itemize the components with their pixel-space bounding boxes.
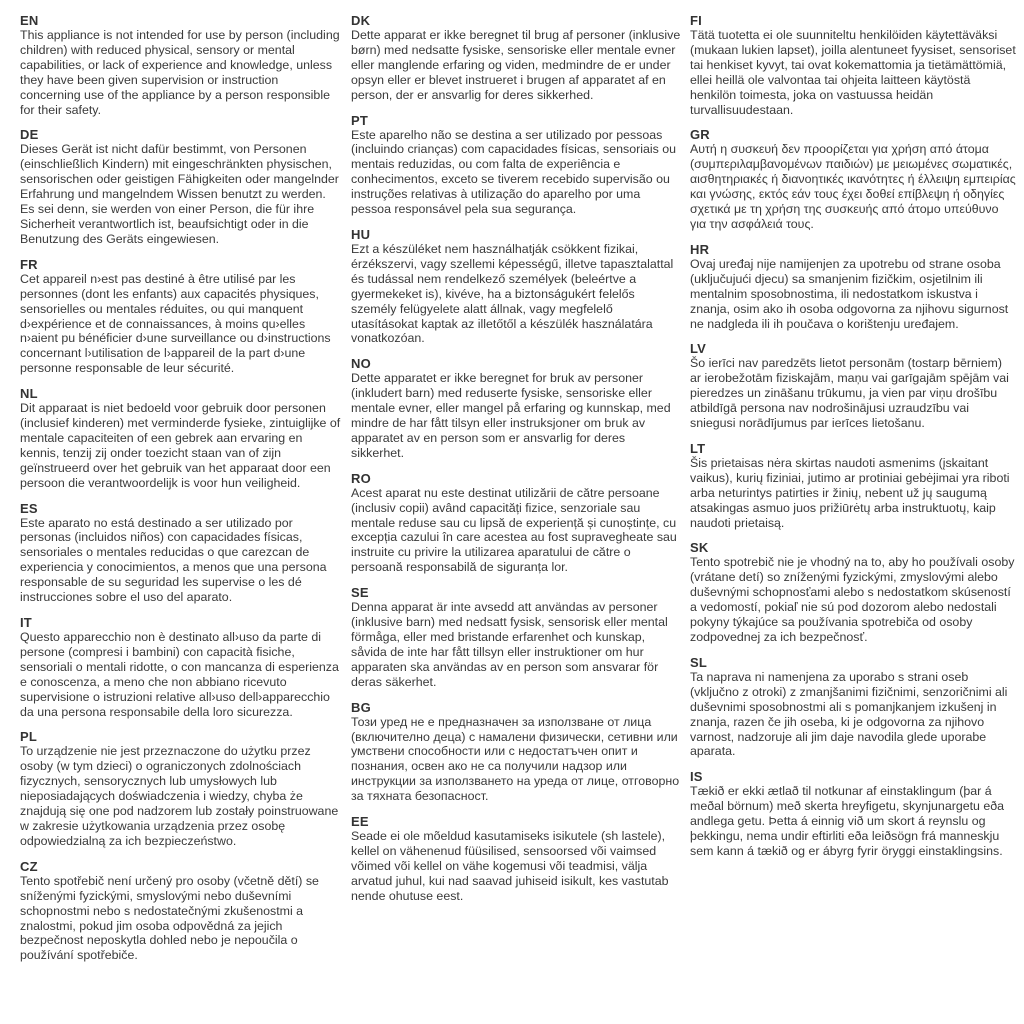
column-2 (351, 13, 681, 1018)
language-code-hr: HR (690, 241, 710, 257)
section-ee (351, 814, 681, 904)
safety-text-sl: Ta naprava ni namenjena za uporabo s strani oseb (vključno z otroki) z zmanjšanimi fizičnimi, senzoričnimi ali duševnimi sposobnostmi ali s pomanjkanjem izkušenj in znanja, razen če jih oseba, ki je odgovorna za njihovo varnost, nadzoruje ali jim daje navodila glede uporabe aparata. (690, 669, 1008, 759)
language-code-lv: LV (690, 341, 707, 357)
column-3 (690, 13, 1016, 1018)
safety-text-cz: Tento spotřebič není určený pro osoby (včetně dětí) se sníženými fyzickými, smyslovými nebo duševními schopnostmi nebo s nedostatečnými zkušenostmi a znalostmi, pokud jim osoba odpovědná za jejich bezpečnost neposkytla dohled nebo je nepoučila o používání spotřebiče. (20, 873, 319, 963)
section-hr (690, 242, 1016, 332)
section-is (690, 769, 1016, 859)
language-code-pl: PL (20, 729, 38, 745)
section-dk (351, 13, 681, 103)
column-1 (20, 13, 342, 1018)
language-code-en: EN (20, 13, 39, 28)
safety-text-dk: Dette apparat er ikke beregnet til brug af personer (inklusive børn) med nedsatte fysiske, sensoriske eller mentale evner eller manglende erfaring og viden, medmindre de er under opsyn eller er blevet instrueret i brugen af apparatet af en person, der er ansvarlig for deres sikkerhed. (351, 28, 681, 102)
language-code-no: NO (351, 356, 371, 372)
safety-text-se: Denna apparat är inte avsedd att användas av personer (inklusive barn) med nedsatt fysisk, sensorisk eller mental förmåga, eller med bristande erfarenhet och kunskap, såvida de inte har fått tillsyn eller instruktioner om hur apparaten ska användas av en person som ansvarar för deras säkerhet. (351, 600, 668, 689)
section-nl (20, 386, 342, 490)
section-fr (20, 257, 342, 376)
section-en (20, 13, 342, 117)
safety-text-lt: Šis prietaisas nėra skirtas naudoti asmenims (įskaitant vaikus), kurių fiziniai, jutimo ar protiniai gebėjimai yra riboti arba neturintys patirties ir žinių, nebent už jų saugumą atsakingas asmuo juos prižiūrėtų arba instruktuotų, kaip naudoti prietaisą. (690, 455, 1010, 530)
section-pl (20, 729, 342, 848)
safety-text-nl: Dit apparaat is niet bedoeld voor gebruik door personen (inclusief kinderen) met verminderde fysieke, zintuiglijke of mentale capaciteiten of een gebrek aan ervaring en kennis, tenzij zij onder toezicht staan van of zijn geïnstrueerd over het gebruik van het apparaat door een persoon die verantwoordelijk is voor hun veiligheid. (20, 401, 341, 490)
language-code-dk: DK (351, 13, 371, 28)
safety-text-it: Questo apparecchio non è destinato all›uso da parte di persone (compresi i bambini) con capacità fisiche, sensoriali o mentali ridotte, o con mancanza di esperienza e conoscenza, a meno che non abbiano ricevuto supervisione o istruzioni relative all›uso dell›apparecchio da una persona responsabile della loro sicurezza. (20, 630, 339, 719)
safety-text-de: Dieses Gerät ist nicht dafür bestimmt, von Personen (einschließlich Kindern) mit eingeschränkten physischen, sensorischen oder geistigen Fähigkeiten oder mangelnder Erfahrung und mangelndem Wissen benutzt zu werden. Es sei denn, sie werden von einer Person, die für ihre Sicherheit verantwortlich ist, beaufsichtigt oder in die Benutzung des Geräts eingewiesen. (20, 142, 339, 246)
safety-text-fi: Tätä tuotetta ei ole suunniteltu henkilöiden käytettäväksi (mukaan lukien lapset), joilla alentuneet fyysiset, sensoriset tai henkiset kyvyt, tai ovat kokemattomia ja tietämättömiä, ellei heillä ole valvontaa tai ohjeita laitteen käytöstä henkilön toimesta, joka on vastuussa heidän turvallisuudestaan. (690, 28, 1016, 117)
section-de (20, 127, 342, 246)
language-code-is: IS (690, 769, 703, 785)
language-code-fr: FR (20, 256, 38, 272)
safety-text-is: Tækið er ekki ætlað til notkunar af einstaklingum (þar á meðal börnum) með skerta hreyfigetu, skynjunargetu eða andlega getu. Þetta á einnig við um skort á reynslu og þekkingu, nema undir eftirliti eða leiðsögn frá manneskju sem kann á tækið og er ábyrg fyrir öryggi einstaklingsins. (690, 784, 1005, 858)
language-code-cz: CZ (20, 858, 38, 874)
safety-text-ee: Seade ei ole mõeldud kasutamiseks isikutele (sh lastele), kellel on vähenenud füüsilised, sensoorsed või vaimsed võimed või kellel on vähe kogemusi või teadmisi, välja arvatud juhul, kui nad saavad juhiseid isikult, kes vastutab nende ohutuse eest. (351, 829, 669, 903)
section-it (20, 615, 342, 719)
language-code-sl: SL (690, 654, 708, 670)
safety-text-en: This appliance is not intended for use by person (including children) with reduced physical, sensory or mental capabilities, or lack of experience and knowledge, unless they have been given supervision or instruction concerning use of the appliance by a person responsible for their safety. (20, 28, 340, 117)
language-code-bg: BG (351, 699, 371, 715)
safety-text-no: Dette apparatet er ikke beregnet for bruk av personer (inkludert barn) med reduserte fysiske, sensoriske eller mentale evner, eller mangel på erfaring og kunnskap, med mindre de har fått tilsyn eller instruksjoner om bruk av apparatet av en person som er ansvarlig for deres sikkerhet. (351, 371, 671, 460)
safety-text-fr: Cet appareil n›est pas destiné à être utilisé par les personnes (dont les enfants) aux capacités physiques, sensorielles ou mentales réduites, ou qui manquent d›expérience et de connaissances, à moins qu›elles n›aient pu bénéficier d›une surveillance ou d›instructions concernant l›utilisation de l›appareil de la part d›une personne responsable de leur sécurité. (20, 271, 331, 376)
language-code-sk: SK (690, 540, 709, 556)
section-es (20, 501, 342, 605)
section-gr (690, 127, 1016, 231)
section-se (351, 585, 681, 689)
safety-text-es: Este aparato no está destinado a ser utilizado por personas (incluidos niños) con capacidades físicas, sensoriales o mentales reducidas o que carezcan de experiencia y conocimientos, a menos que una persona responsable de su seguridad les supervise o les dé instrucciones sobre el uso del aparato. (20, 515, 327, 605)
safety-text-hu: Ezt a készüléket nem használhatják csökkent fizikai, érzékszervi, vagy szellemi képességű, illetve tapasztalattal és tudással nem rendelkező személyek (beleértve a gyermekeket is), kivéve, ha a biztonságukért felelős személy felügyelete alatt állnak, vagy megfelelő utasításokat kaptak az illetőtől a készülék használatára vonatkozóan. (351, 241, 674, 346)
language-code-ee: EE (351, 814, 369, 830)
safety-text-ro: Acest aparat nu este destinat utilizării de către persoane (inclusiv copii) având capacități fizice, senzoriale sau mentale reduse sau cu lipsă de experiență și cunoștințe, cu excepția cazului în care acestea au fost supravegheate sau instruite cu privire la utilizarea aparatului de către o persoană responsabilă de siguranța lor. (351, 485, 677, 575)
safety-text-gr: Αυτή η συσκευή δεν προορίζεται για χρήση από άτομα (συμπεριλαμβανομένων παιδιών) με μειωμένες σωματικές, αισθητηριακές ή διανοητικές ικανότητες ή έλλειψη εμπειρίας και γνώσης, εκτός εάν τους έχει δοθεί επίβλεψη ή οδηγίες σχετικά με τη χρήση της συσκευής από άτομο υπεύθυνο για την ασφάλειά τους. (690, 142, 1016, 231)
safety-text-sk: Tento spotrebič nie je vhodný na to, aby ho používali osoby (vrátane detí) so zníženými fyzickými, zmyslovými alebo duševnými schopnosťami alebo s nedostatkom skúseností a vedomostí, pokiaľ nie sú pod dozorom alebo nedostali pokyny týkajúce sa používania spotrebiča od osoby zodpovednej za ich bezpečnosť. (690, 555, 1015, 644)
language-code-ro: RO (351, 470, 371, 486)
safety-text-bg: Този уред не е предназначен за използване от лица (включително деца) с намалени физически, сетивни или умствени способности или с недостатъчен опит и познания, освен ако не са получили надзор или инструкции за използването на уреда от лице, отговорно за тяхната безопасност. (351, 714, 680, 804)
language-code-lt: LT (690, 440, 706, 456)
section-ro (351, 471, 681, 575)
section-fi (690, 13, 1016, 117)
language-code-it: IT (20, 615, 32, 630)
language-code-hu: HU (351, 226, 371, 242)
section-lv (690, 341, 1016, 431)
section-pt (351, 113, 681, 217)
language-code-nl: NL (20, 386, 38, 402)
safety-text-pt: Este aparelho não se destina a ser utilizado por pessoas (incluindo crianças) com capacidades físicas, sensoriais ou mentais reduzidas, ou com falta de experiência e conhecimentos, exceto se tiverem recebido supervisão ou instruções relativas à utilização do aparelho por uma pessoa responsável pela sua segurança. (351, 127, 677, 217)
section-no (351, 356, 681, 460)
language-code-de: DE (20, 127, 39, 143)
section-sl (690, 655, 1016, 759)
section-bg (351, 700, 681, 804)
safety-text-pl: To urządzenie nie jest przeznaczone do użytku przez osoby (w tym dzieci) o ograniczonych zdolnościach fizycznych, sensorycznych lub umysłowych lub nieposiadających doświadczenia i wiedzy, chyba że znajdują się one pod nadzorem lub zostały poinstruowane w zakresie użytkowania urządzenia przez osobę odpowiedzialną za ich bezpieczeństwo. (20, 744, 339, 848)
section-cz (20, 859, 342, 963)
language-code-pt: PT (351, 112, 369, 128)
language-code-es: ES (20, 500, 38, 516)
section-hu (351, 227, 681, 346)
language-code-fi: FI (690, 13, 702, 28)
safety-text-hr: Ovaj uređaj nije namijenjen za upotrebu od strane osoba (uključujući djecu) sa smanjenim fizičkim, osjetilnim ili mentalnim sposobnostima, ili nedostatkom iskustva i znanja, osim ako ih osoba odgovorna za njihovu sigurnost ne nadgleda ili ih poučava o korištenju uređajem. (690, 256, 1009, 331)
language-code-se: SE (351, 585, 369, 601)
language-code-gr: GR (690, 127, 710, 143)
section-lt (690, 441, 1016, 531)
section-sk (690, 540, 1016, 644)
safety-text-lv: Šo ierīci nav paredzēts lietot personām (tostarp bērniem) ar ierobežotām fiziskajām, maņu vai garīgajām spējām vai pieredzes un zināšanu trūkumu, ja vien par viņu drošību atbildīgā persona nav nodrošinājusi uzraudzību vai sniegusi norādījumus par ierīces lietošanu. (690, 356, 1009, 431)
